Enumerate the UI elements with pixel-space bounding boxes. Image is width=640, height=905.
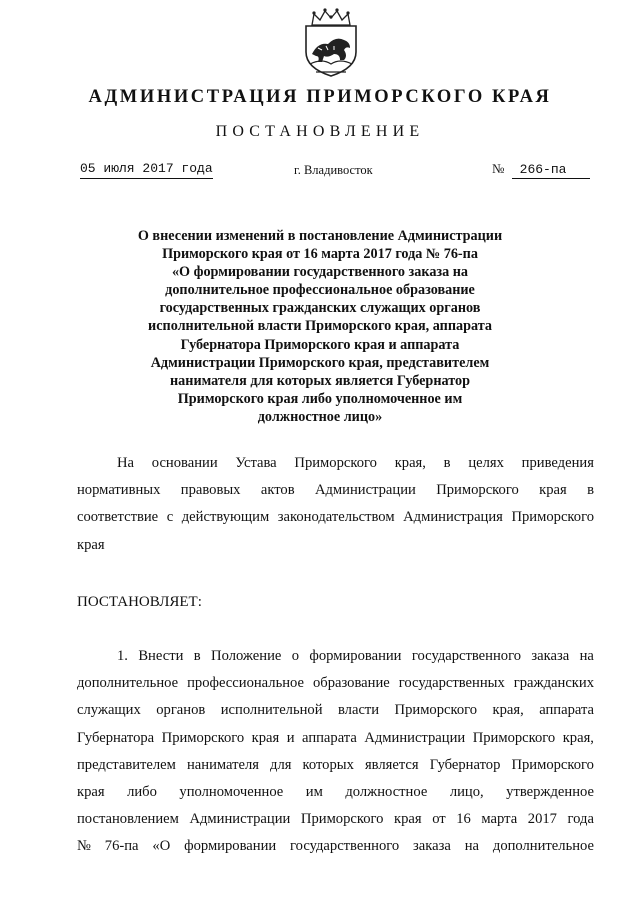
paragraph-line: края <box>77 536 105 553</box>
subject-line: Администрации Приморского края, представителем <box>150 354 490 371</box>
paragraph-line: представителем нанимателя для которых является Губернатор Приморского <box>77 756 594 773</box>
preamble-paragraph <box>77 450 594 559</box>
clause-1-paragraph <box>77 643 594 861</box>
paragraph-line: постановлением Администрации Приморского края от 16 марта 2017 года <box>77 811 594 828</box>
paragraph-line: На основании Устава Приморского края, в целях приведения <box>117 455 594 471</box>
paragraph-line: служащих органов исполнительной власти Приморского края, аппарата <box>77 702 594 719</box>
document-city: г. Владивосток <box>294 163 373 177</box>
resolve-heading: ПОСТАНОВЛЯЕТ: <box>77 594 202 610</box>
organization-title: АДМИНИСТРАЦИЯ ПРИМОРСКОГО КРАЯ <box>88 87 552 107</box>
subject-line: О внесении изменений в постановление Администрации <box>137 228 503 244</box>
paragraph-line: № 76-па «О формировании государственного заказа на дополнительное <box>77 838 594 855</box>
document-date: 05 июля 2017 года <box>80 161 213 179</box>
number-prefix: № <box>492 161 505 176</box>
subject-line: исполнительной власти Приморского края, аппарата <box>148 318 492 335</box>
subject-line: дополнительное профессиональное образование <box>165 282 475 299</box>
paragraph-line: нормативных правовых актов Администрации Приморского края в <box>77 482 594 499</box>
paragraph-line: дополнительное профессиональное образование государственных гражданских <box>77 675 594 692</box>
subject-line: государственных гражданских служащих органов <box>159 300 481 317</box>
document-type: ПОСТАНОВЛЕНИЕ <box>215 123 425 140</box>
number-value: 266-па <box>512 162 590 179</box>
subject-line: Приморского края от 16 марта 2017 года № 76-па <box>162 246 478 263</box>
paragraph-line: 1. Внести в Положение о формировании государственного заказа на <box>117 648 594 664</box>
document-subject <box>120 227 520 426</box>
paragraph-line: соответствие с действующим законодательством Администрация Приморского <box>77 509 594 526</box>
subject-line: Губернатора Приморского края и аппарата <box>180 336 460 353</box>
document-number <box>492 161 590 179</box>
coat-of-arms-icon <box>298 6 364 80</box>
subject-line: нанимателя для которых является Губернатор <box>170 372 470 389</box>
paragraph-line: Губернатора Приморского края и аппарата Администрации Приморского края, <box>77 729 594 746</box>
paragraph-line: края либо уполномоченное им должностное лицо, утвержденное <box>77 784 594 801</box>
subject-line: «О формировании государственного заказа на <box>171 264 469 281</box>
subject-line: Приморского края либо уполномоченное им <box>177 390 463 407</box>
subject-line: должностное лицо» <box>257 408 383 425</box>
